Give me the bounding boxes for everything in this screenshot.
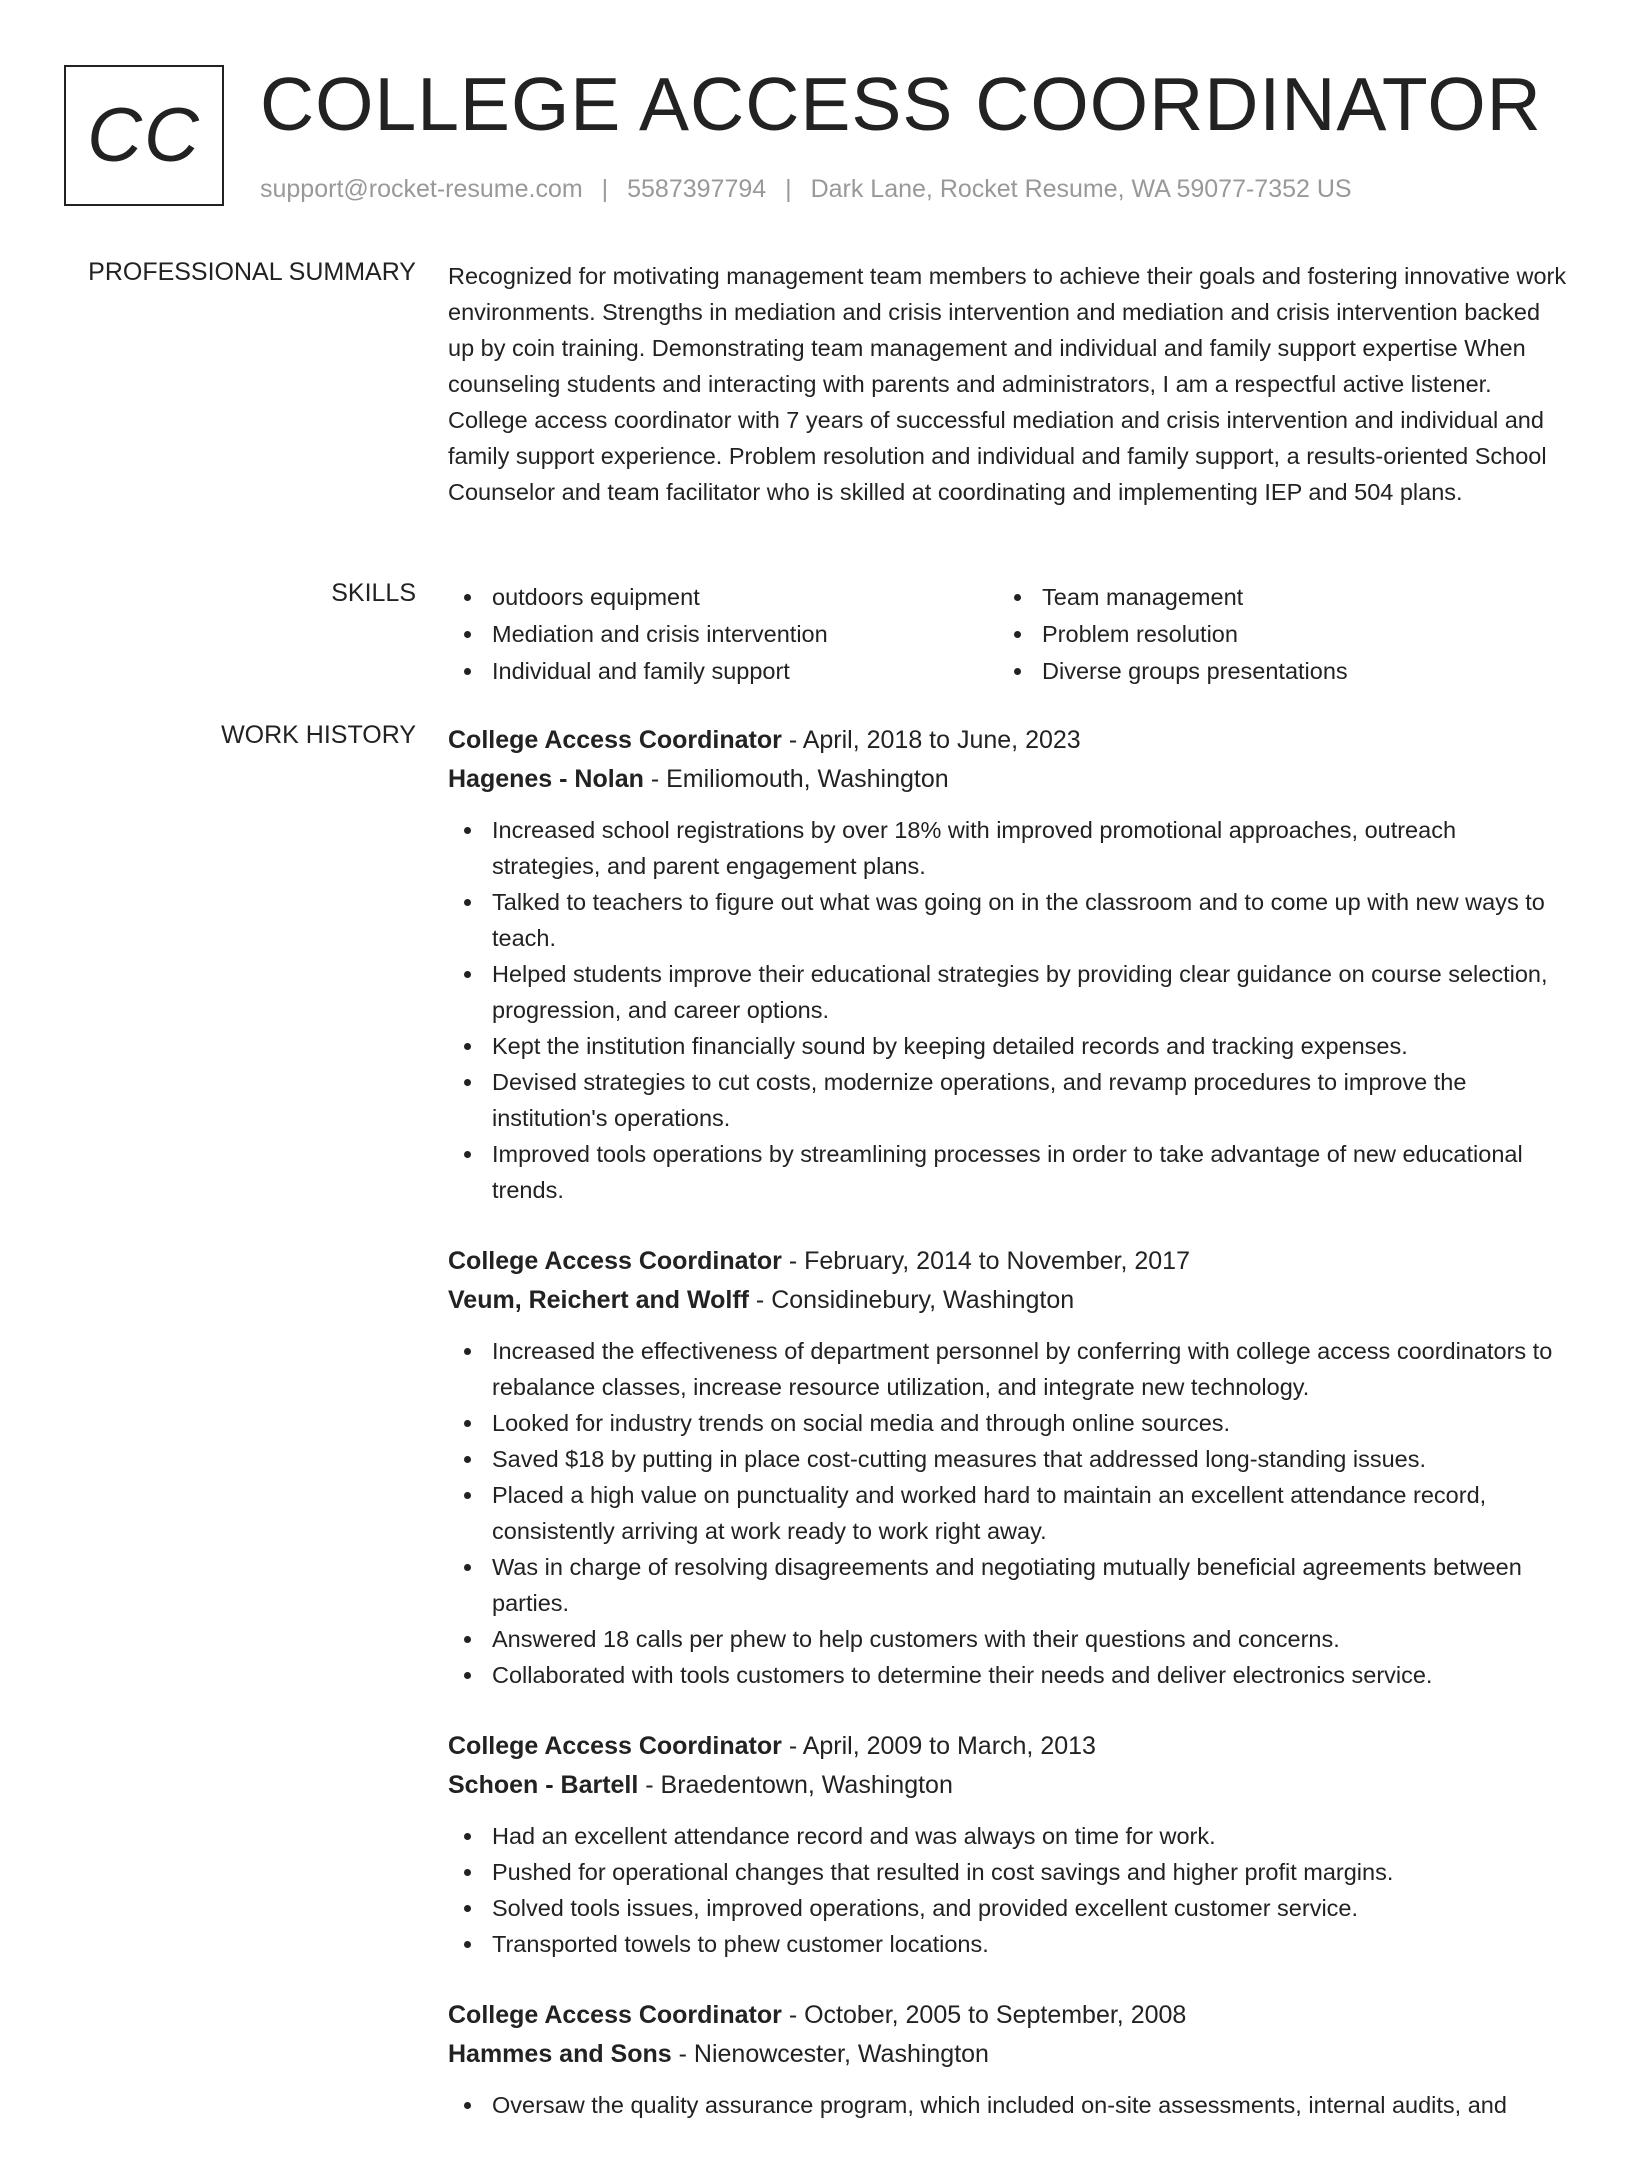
job-company: Schoen - Bartell [448, 1771, 639, 1799]
job-bullet: Saved $18 by putting in place cost-cutting measures that addressed long-standing issues. [448, 1441, 1568, 1477]
summary-label: PROFESSIONAL SUMMARY [88, 258, 416, 286]
summary-text: Recognized for motivating management team members to achieve their goals and fostering innovative work environments. Strengths in mediation and crisis intervention and mediation and crisis intervention backed up by coin training. Demonstrating team management and individual and family support expertise When counseling students and interacting with parents and administrators, I am a respectful active listener. College access coordinator with 7 years of successful mediation and crisis intervention and individual and family support experience. Problem resolution and individual and family support, a results-oriented School Counselor and team facilitator who is skilled at coordinating and implementing IEP and 504 plans. [448, 263, 1567, 505]
contact-separator: | [601, 175, 609, 203]
job-bullet: Devised strategies to cut costs, modernize operations, and revamp procedures to improve the institution's operations. [448, 1064, 1568, 1136]
job-bullet: Looked for industry trends on social media and through online sources. [448, 1405, 1568, 1441]
job-role: College Access Coordinator [448, 1247, 782, 1275]
job-bullet: Had an excellent attendance record and was always on time for work. [448, 1818, 1568, 1854]
job-bullet: Answered 18 calls per phew to help customers with their questions and concerns. [448, 1621, 1568, 1657]
skills-list [448, 579, 1568, 689]
work-history-label: WORK HISTORY [221, 721, 416, 749]
job-dates: - April, 2018 to June, 2023 [781, 726, 1081, 754]
job-company: Hagenes - Nolan [448, 765, 644, 793]
skills-label: SKILLS [331, 579, 416, 607]
job-entry [448, 1996, 1568, 2123]
skill-item: Diverse groups presentations [998, 653, 1548, 689]
job-bullet: Transported towels to phew customer locations. [448, 1926, 1568, 1962]
job-role: College Access Coordinator [448, 726, 782, 754]
contact-email: support@rocket-resume.com [260, 175, 583, 203]
job-dates: - April, 2009 to March, 2013 [781, 1732, 1096, 1760]
jobs-list [448, 721, 1568, 2157]
job-bullet: Pushed for operational changes that resulted in cost savings and higher profit margins. [448, 1854, 1568, 1890]
skill-item: Problem resolution [998, 616, 1548, 652]
job-location: - Braedentown, Washington [638, 1771, 953, 1799]
job-dates: - October, 2005 to September, 2008 [781, 2001, 1187, 2029]
job-dates: - February, 2014 to November, 2017 [781, 1247, 1190, 1275]
job-bullet: Collaborated with tools customers to determine their needs and deliver electronics service. [448, 1657, 1568, 1693]
job-bullet: Increased school registrations by over 18% with improved promotional approaches, outreach strategies, and parent engagement plans. [448, 812, 1568, 884]
job-bullet: Helped students improve their educational strategies by providing clear guidance on course selection, progression, and career options. [448, 956, 1568, 1028]
job-bullet: Oversaw the quality assurance program, which included on-site assessments, internal audits, and [448, 2087, 1568, 2123]
contact-line [260, 175, 1352, 204]
job-entry [448, 1242, 1568, 1693]
job-title-heading: COLLEGE ACCESS COORDINATOR [260, 62, 1542, 146]
job-company: Veum, Reichert and Wolff [448, 1286, 749, 1314]
contact-address: Dark Lane, Rocket Resume, WA 59077-7352 US [810, 175, 1352, 203]
job-bullet: Increased the effectiveness of department personnel by conferring with college access coordinators to rebalance classes, increase resource utilization, and integrate new technology. [448, 1333, 1568, 1405]
resume-header [64, 62, 1584, 215]
job-role: College Access Coordinator [448, 2001, 782, 2029]
job-entry [448, 1727, 1568, 1962]
skill-item: Mediation and crisis intervention [448, 616, 998, 652]
contact-separator: | [785, 175, 792, 203]
job-company: Hammes and Sons [448, 2040, 672, 2068]
skill-item: Individual and family support [448, 653, 998, 689]
job-bullet: Talked to teachers to figure out what was going on in the classroom and to come up with new ways to teach. [448, 884, 1568, 956]
job-location: - Considinebury, Washington [748, 1286, 1075, 1314]
job-bullet: Solved tools issues, improved operations, and provided excellent customer service. [448, 1890, 1568, 1926]
job-role: College Access Coordinator [448, 1732, 782, 1760]
job-bullet: Improved tools operations by streamlining processes in order to take advantage of new educational trends. [448, 1136, 1568, 1208]
job-bullet: Placed a high value on punctuality and worked hard to maintain an excellent attendance record, consistently arriving at work ready to work right away. [448, 1477, 1568, 1549]
skill-item: Team management [998, 579, 1548, 615]
job-location: - Emiliomouth, Washington [643, 765, 949, 793]
skill-item: outdoors equipment [448, 579, 998, 615]
job-bullet: Kept the institution financially sound by keeping detailed records and tracking expenses. [448, 1028, 1568, 1064]
job-bullet: Was in charge of resolving disagreements and negotiating mutually beneficial agreements between parties. [448, 1549, 1568, 1621]
job-location: - Nienowcester, Washington [671, 2040, 989, 2068]
job-entry [448, 721, 1568, 1208]
contact-phone: 5587397794 [627, 175, 767, 203]
monogram-logo: CC [64, 65, 224, 206]
